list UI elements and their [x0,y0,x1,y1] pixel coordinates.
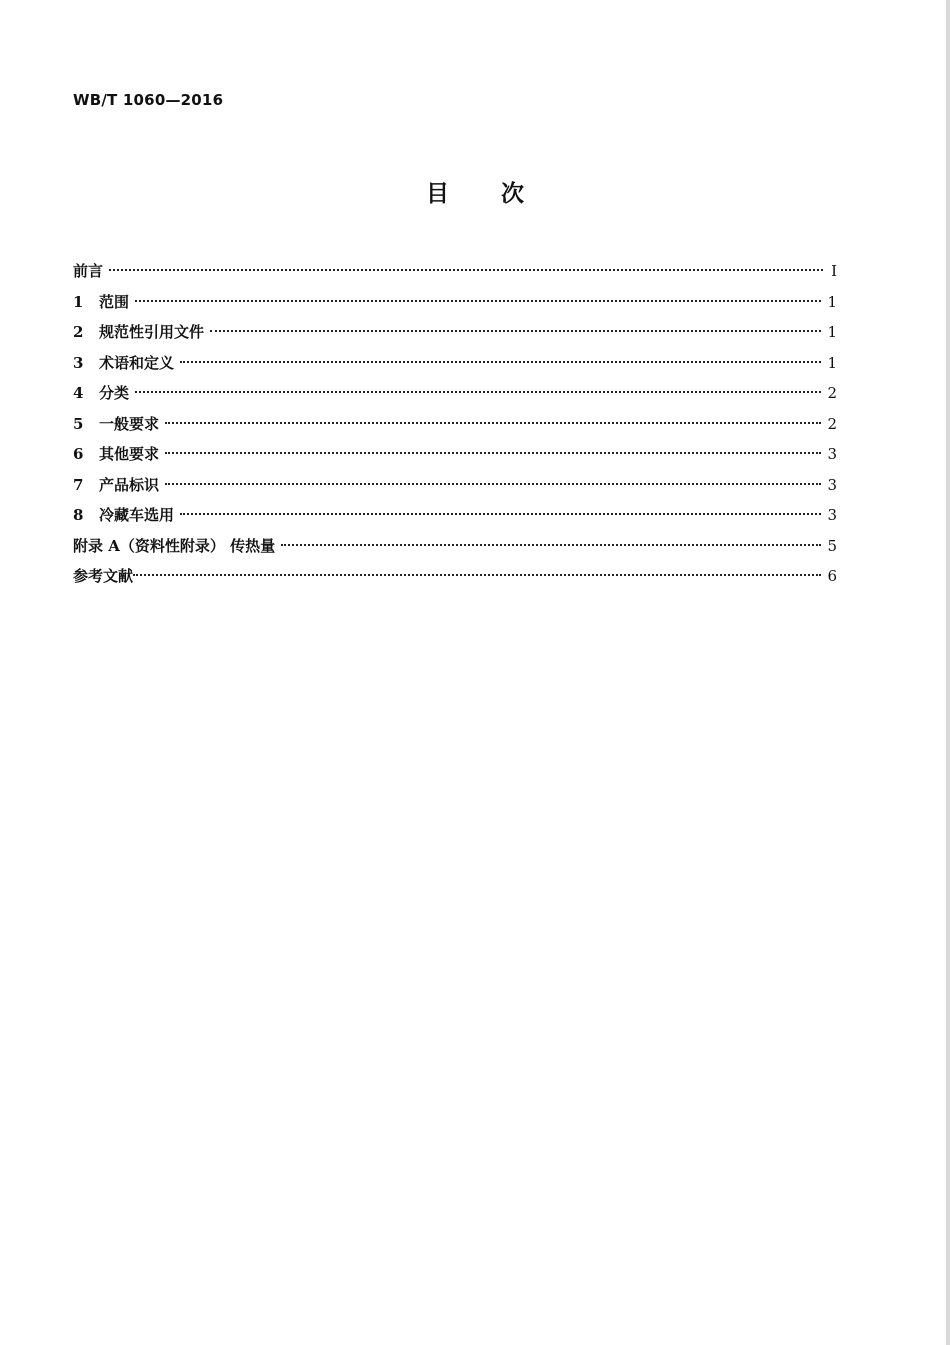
toc-leader-dots [281,544,821,546]
toc-entry-page: 3 [827,445,837,463]
toc-leader-dots [165,422,821,424]
toc-title: 目次 [426,181,576,207]
toc-entry-page: Ⅰ [831,262,837,280]
toc-entry-foreword[interactable] [73,256,837,287]
toc-entry-label: 参考文献 [73,567,134,585]
table-of-contents [73,256,837,592]
toc-entry-scope[interactable] [73,287,837,318]
toc-entry-label: 附录 A（资料性附录） 传热量 [73,536,276,555]
toc-entry-label: 产品标识 [99,475,160,494]
toc-entry-label: 范围 [99,292,130,311]
toc-entry-other-requirements[interactable] [73,439,837,470]
toc-entry-page: 1 [827,292,837,311]
toc-entry-terms-definitions[interactable] [73,348,837,379]
toc-entry-label: 前言 [73,262,104,280]
toc-leader-dots [109,269,823,271]
toc-entry-label: 分类 [99,384,130,402]
toc-entry-number: 6 [73,445,84,463]
toc-entry-number: 5 [73,414,84,433]
toc-leader-dots [180,361,821,363]
toc-entry-normative-references[interactable] [73,317,837,348]
toc-entry-number: 4 [73,384,84,402]
toc-entry-number: 1 [73,292,84,311]
toc-entry-page: 1 [827,323,837,341]
toc-entry-number: 7 [73,475,84,494]
toc-entry-page: 6 [827,567,837,585]
standard-code: WB/T 1060—2016 [73,91,224,109]
toc-entry-bibliography[interactable] [73,561,837,592]
toc-entry-page: 1 [827,353,837,372]
toc-entry-label: 其他要求 [99,445,160,463]
toc-entry-refrigerated-truck-selection[interactable] [73,500,837,531]
toc-entry-page: 2 [827,414,837,433]
toc-entry-page: 2 [827,384,837,402]
toc-entry-general-requirements[interactable] [73,409,837,440]
toc-leader-dots [210,330,821,332]
toc-leader-dots [133,574,821,576]
toc-entry-label: 冷藏车选用 [99,506,175,524]
toc-entry-number: 2 [73,323,84,341]
toc-leader-dots [180,513,821,515]
toc-entry-label: 一般要求 [99,414,160,433]
toc-entry-page: 3 [827,506,837,524]
toc-leader-dots [165,483,821,485]
toc-entry-page: 5 [827,536,837,555]
toc-leader-dots [135,300,821,302]
toc-leader-dots [135,391,821,393]
toc-entry-label: 术语和定义 [99,353,175,372]
toc-entry-classification[interactable] [73,378,837,409]
toc-leader-dots [165,452,821,454]
toc-entry-number: 3 [73,353,84,372]
toc-entry-appendix-a[interactable] [73,531,837,562]
toc-entry-product-marking[interactable] [73,470,837,501]
toc-entry-page: 3 [827,475,837,494]
toc-entry-number: 8 [73,506,84,524]
toc-entry-label: 规范性引用文件 [99,323,205,341]
